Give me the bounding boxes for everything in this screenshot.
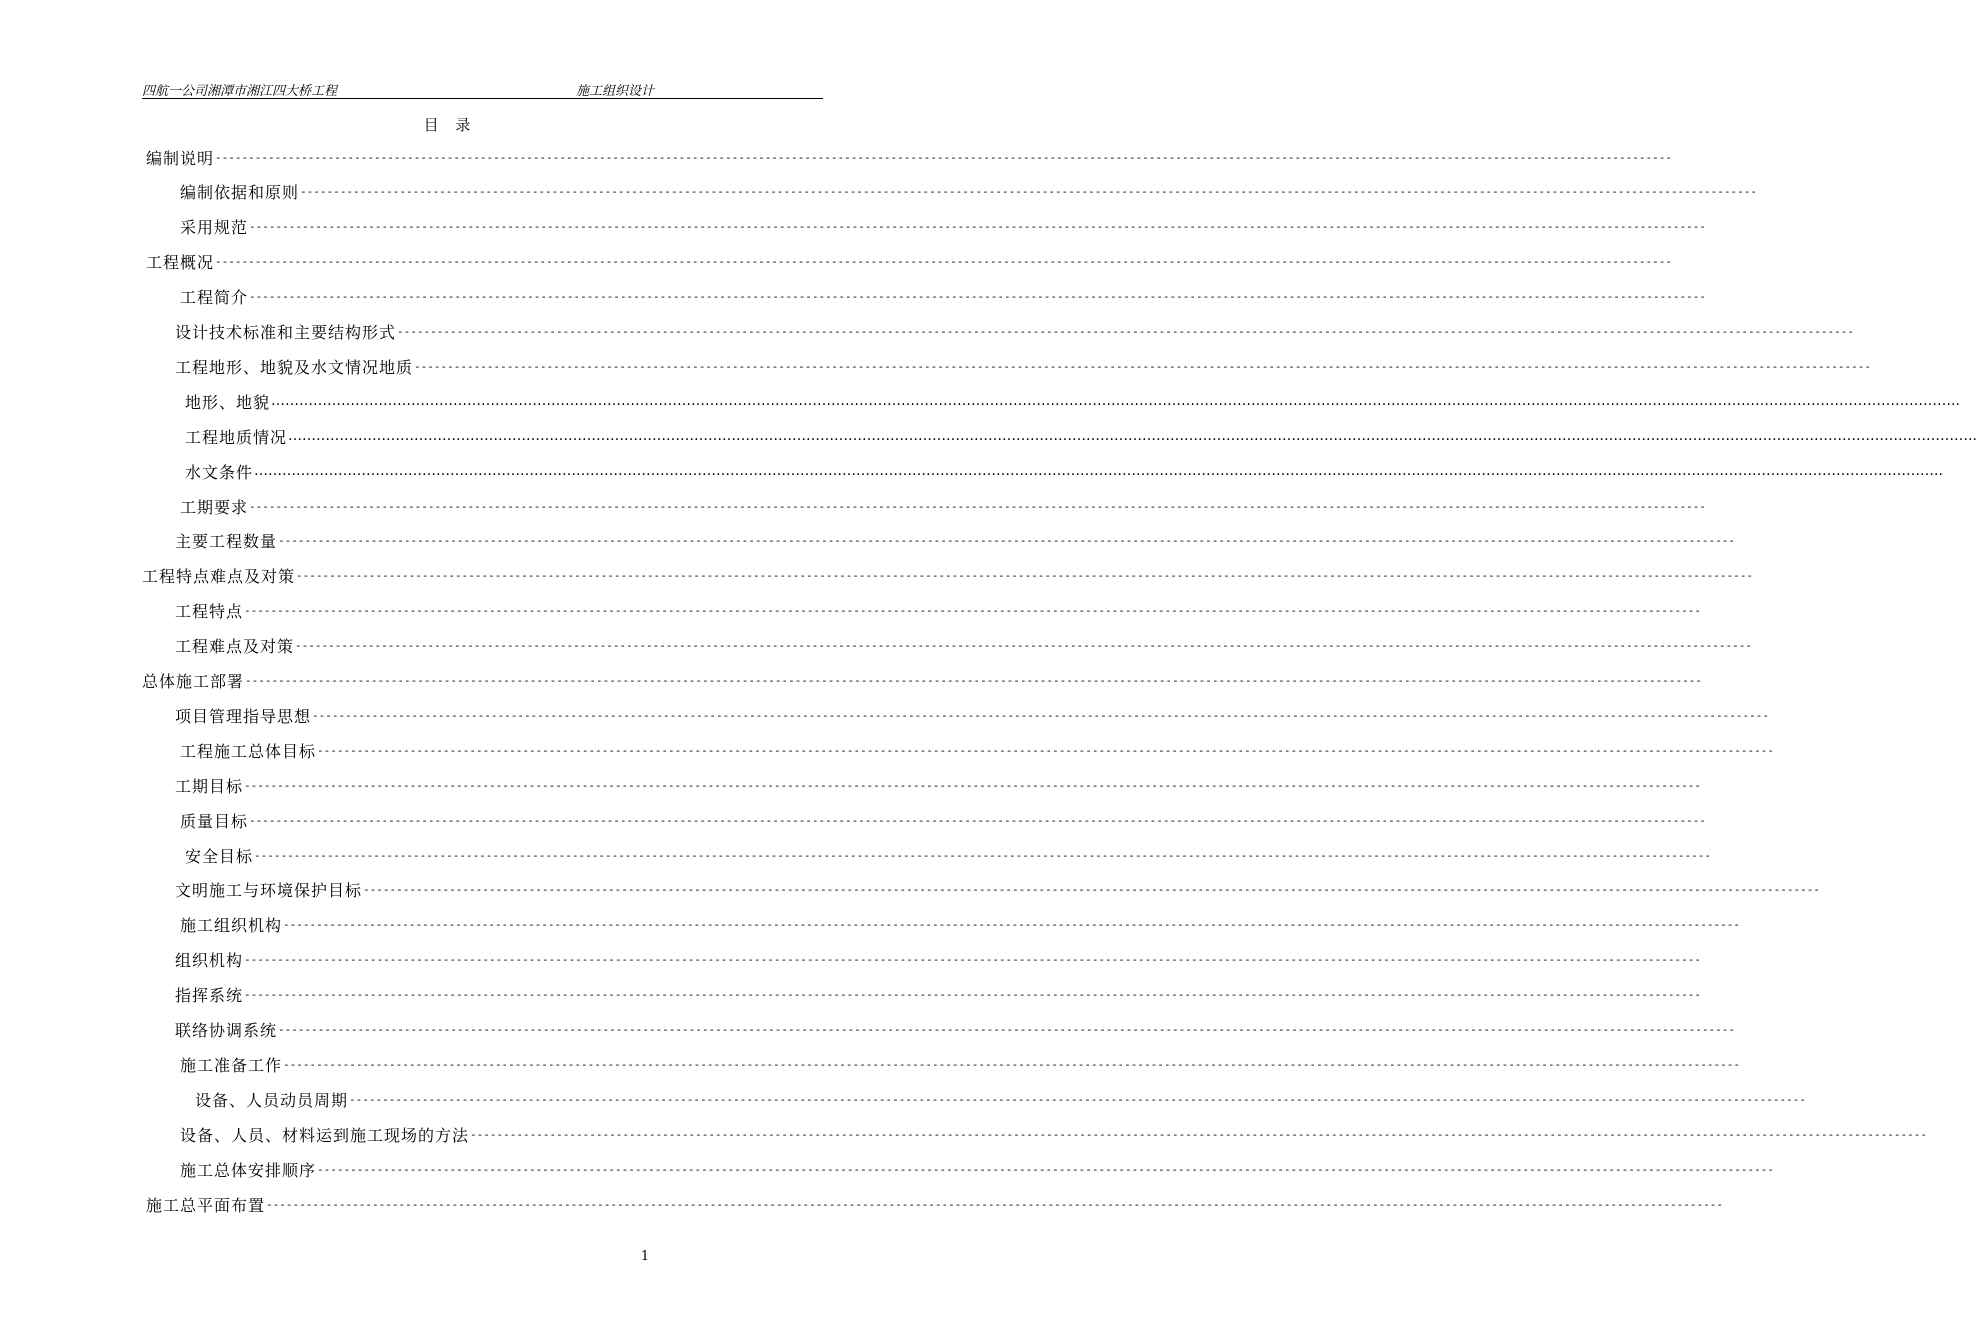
toc-leader: ……………………………………………………………………………………………………………………………………………………………………………………………………………………………………………………………………………………………………………………………….. [271,393,1960,410]
toc-entry[interactable] [146,245,1672,279]
toc-leader: ---------------------------------------------------------------------------------------------------------------------------------------------------------------------------------------------------------------------------- [363,883,1820,897]
toc-entry[interactable] [175,978,1701,1012]
toc-entry-label: 质量目标 [180,811,249,831]
toc-entry[interactable] [175,315,1854,349]
toc-leader: ---------------------------------------------------------------------------------------------------------------------------------------------------------------------------------------------------------------------------- [254,848,1711,862]
toc-entry[interactable] [180,733,1774,767]
toc-leader: ---------------------------------------------------------------------------------------------------------------------------------------------------------------------------------------------------------------------------- [245,674,1702,687]
toc-entry[interactable] [180,175,1757,209]
toc-leader: ---------------------------------------------------------------------------------------------------------------------------------------------------------------------------------------------------------------------------- [244,988,1701,1002]
toc-entry-label: 工期要求 [180,497,249,517]
toc-entry-label: 联络协调系统 [175,1021,278,1040]
toc-entry-label: 水文条件 [185,462,254,482]
toc-leader: ---------------------------------------------------------------------------------------------------------------------------------------------------------------------------------------------------------------------------- [278,1023,1735,1036]
toc-entry[interactable] [175,594,1701,628]
header-document-type: 施工组织设计 [576,84,655,99]
toc-leader: ---------------------------------------------------------------------------------------------------------------------------------------------------------------------------------------------------------------------------- [266,1197,1723,1211]
toc-entry-label: 工程特点难点及对策 [142,567,296,587]
toc-leader: ---------------------------------------------------------------------------------------------------------------------------------------------------------------------------------------------------------------------------- [244,604,1701,618]
toc-entry[interactable] [180,1117,1927,1151]
toc-entry[interactable] [180,210,1706,244]
toc-entry-label: 施工总平面布置 [146,1195,266,1215]
toc-leader: ---------------------------------------------------------------------------------------------------------------------------------------------------------------------------------------------------------------------------- [283,1057,1740,1071]
toc-entry[interactable] [195,1082,1806,1116]
toc-title: 目 录 [423,116,477,134]
toc-leader: ---------------------------------------------------------------------------------------------------------------------------------------------------------------------------------------------------------------------------- [295,639,1752,653]
toc-leader: ---------------------------------------------------------------------------------------------------------------------------------------------------------------------------------------------------------------------------- [215,255,1672,269]
toc-leader: ---------------------------------------------------------------------------------------------------------------------------------------------------------------------------------------------------------------------------- [300,185,1757,199]
page-header [142,78,823,99]
toc-entry-label: 编制依据和原则 [180,183,300,203]
toc-entry-label: 工期目标 [175,776,244,796]
toc-entry-label: 安全目标 [185,846,254,866]
toc-entry-label: 施工准备工作 [180,1055,283,1075]
toc-entry-label: 工程施工总体目标 [180,741,317,761]
toc-leader: ---------------------------------------------------------------------------------------------------------------------------------------------------------------------------------------------------------------------------- [215,150,1672,164]
toc-leader: ---------------------------------------------------------------------------------------------------------------------------------------------------------------------------------------------------------------------------- [249,290,1706,304]
toc-entry-label: 地形、地貌 [185,392,271,412]
toc-entry-label: 项目管理指导思想 [175,706,312,726]
toc-entry-label: 设计技术标准和主要结构形式 [175,323,397,342]
toc-leader: ---------------------------------------------------------------------------------------------------------------------------------------------------------------------------------------------------------------------------- [317,1162,1774,1176]
toc-entry[interactable] [185,838,1711,872]
toc-leader: ---------------------------------------------------------------------------------------------------------------------------------------------------------------------------------------------------------------------------- [249,499,1706,513]
toc-entry-label: 采用规范 [180,218,249,238]
toc-entry-label: 设备、人员、材料运到施工现场的方法 [180,1125,470,1145]
toc-entry-label: 工程地形、地貌及水文情况地质 [175,357,414,377]
toc-leader: ---------------------------------------------------------------------------------------------------------------------------------------------------------------------------------------------------------------------------- [397,325,1854,338]
toc-entry[interactable] [180,803,1706,837]
toc-leader: ---------------------------------------------------------------------------------------------------------------------------------------------------------------------------------------------------------------------------- [312,708,1769,722]
toc-leader: ---------------------------------------------------------------------------------------------------------------------------------------------------------------------------------------------------------------------------- [244,953,1701,967]
toc-entry-label: 施工组织机构 [180,916,283,936]
toc-entry[interactable] [180,1047,1740,1081]
toc-leader: ---------------------------------------------------------------------------------------------------------------------------------------------------------------------------------------------------------------------------- [349,1092,1806,1106]
toc-entry[interactable] [142,664,1702,698]
toc-leader: ---------------------------------------------------------------------------------------------------------------------------------------------------------------------------------------------------------------------------- [317,743,1774,757]
toc-entry-label: 设备、人员动员周期 [195,1090,349,1110]
toc-entry-label: 工程概况 [146,253,215,273]
toc-entry[interactable] [185,454,1943,488]
toc-entry[interactable] [175,768,1701,802]
header-project-name: 四航一公司湘潭市湘江四大桥工程 [142,84,338,99]
toc-entry-label: 工程难点及对策 [175,637,295,657]
toc-entry[interactable] [180,908,1740,942]
toc-leader: ---------------------------------------------------------------------------------------------------------------------------------------------------------------------------------------------------------------------------- [249,813,1706,827]
toc-entry[interactable] [180,489,1706,523]
toc-leader: ---------------------------------------------------------------------------------------------------------------------------------------------------------------------------------------------------------------------------- [244,778,1701,792]
toc-leader: ---------------------------------------------------------------------------------------------------------------------------------------------------------------------------------------------------------------------------- [296,569,1753,583]
toc-leader: ---------------------------------------------------------------------------------------------------------------------------------------------------------------------------------------------------------------------------- [414,359,1871,373]
toc-entry[interactable] [175,698,1769,732]
toc-entry-label: 主要工程数量 [175,532,278,552]
toc-entry-label: 组织机构 [175,951,244,971]
toc-leader: ---------------------------------------------------------------------------------------------------------------------------------------------------------------------------------------------------------------------------- [278,534,1735,548]
toc-entry[interactable] [185,419,1977,453]
toc-entry[interactable] [185,384,1960,418]
toc-entry[interactable] [175,943,1701,977]
toc-entry[interactable] [146,1187,1723,1221]
toc-entry-label: 工程简介 [180,288,249,308]
toc-entry[interactable] [175,873,1820,907]
toc-entry[interactable] [175,1013,1735,1047]
toc-entry-label: 施工总体安排顺序 [180,1160,317,1180]
toc-entry-label: 指挥系统 [175,986,244,1006]
toc-entry-label: 文明施工与环境保护目标 [175,881,363,901]
toc-entry-label: 工程特点 [175,602,244,622]
toc-entry-label: 编制说明 [146,148,215,168]
toc-entry[interactable] [175,349,1871,383]
toc-entry[interactable] [180,1152,1774,1186]
toc-leader: ---------------------------------------------------------------------------------------------------------------------------------------------------------------------------------------------------------------------------- [249,220,1706,234]
page-number: 1 [640,1249,650,1264]
toc-entry-label: 总体施工部署 [142,672,245,691]
toc-entry[interactable] [175,524,1735,558]
toc-entry[interactable] [146,140,1672,174]
toc-leader: ……………………………………………………………………………………………………………………………………………………………………………………………………………………………………………………………………………………………………………………………….. [254,463,1943,480]
toc-entry-label: 工程地质情况 [185,427,288,447]
toc-entry[interactable] [142,559,1753,593]
toc-entry[interactable] [175,629,1752,663]
toc-leader: ---------------------------------------------------------------------------------------------------------------------------------------------------------------------------------------------------------------------------- [283,918,1740,932]
toc-leader: ……………………………………………………………………………………………………………………………………………………………………………………………………………………………………………………………………………………………………………………………….. [288,428,1977,445]
toc-entry[interactable] [180,280,1706,314]
toc-leader: ---------------------------------------------------------------------------------------------------------------------------------------------------------------------------------------------------------------------------- [470,1127,1927,1141]
